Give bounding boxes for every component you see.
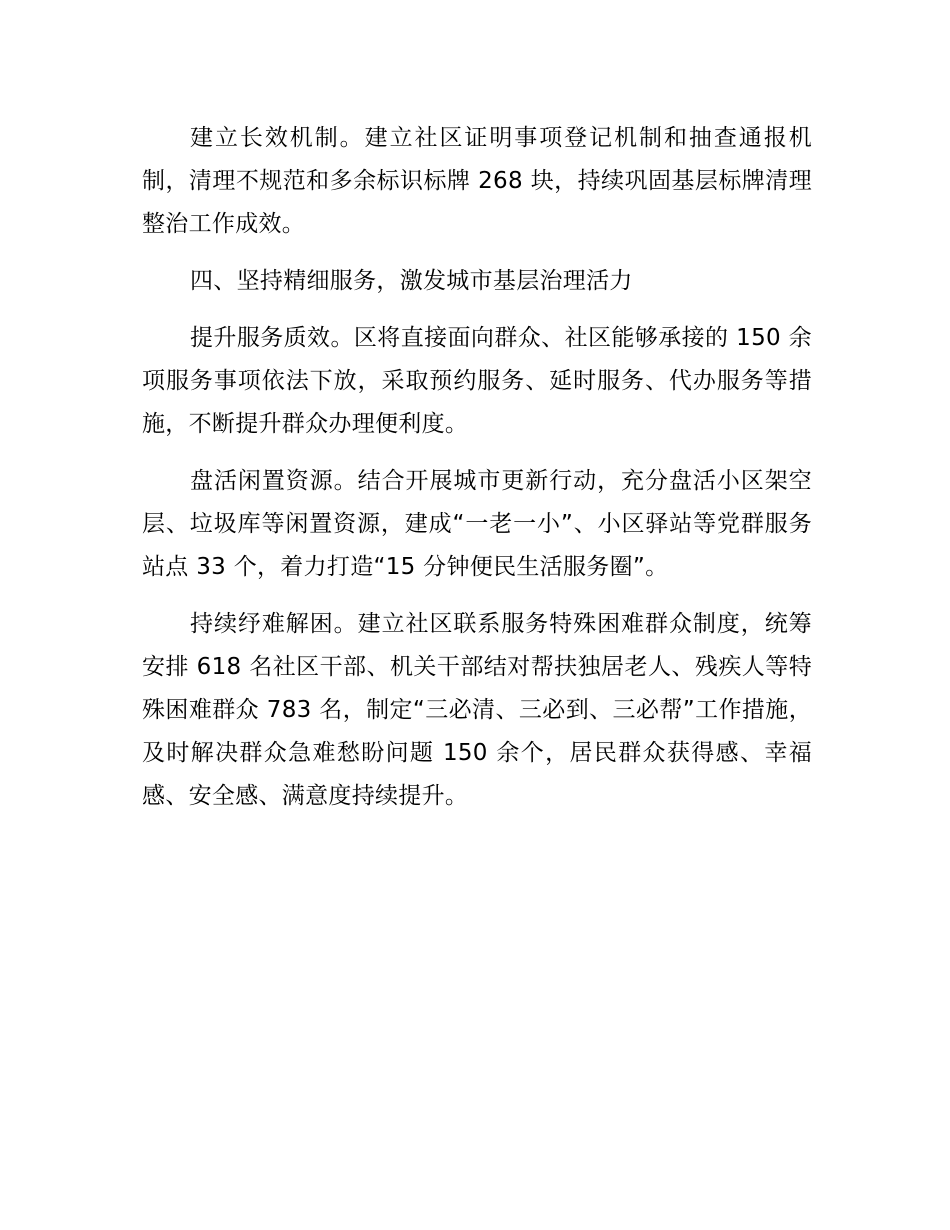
paragraph-long-term-mechanism: 建立长效机制。建立社区证明事项登记机制和抽查通报机制，清理不规范和多余标识标牌 268 块，持续巩固基层标牌清理整治工作成效。 bbox=[142, 125, 812, 237]
document-body bbox=[142, 117, 812, 832]
paragraph-relief-difficulties: 持续纾难解困。建立社区联系服务特殊困难群众制度，统筹安排 618 名社区干部、机关干部结对帮扶独居老人、残疾人等特殊困难群众 783 名，制定“三必清、三必到、三必帮”工作措施，及时解决群众急难愁盼问题 150 余个，居民群众获得感、幸福感、安全感、满意度持续提升。 bbox=[142, 611, 812, 809]
paragraph-service-efficiency: 提升服务质效。区将直接面向群众、社区能够承接的 150 余项服务事项依法下放，采取预约服务、延时服务、代办服务等措施，不断提升群众办理便利度。 bbox=[142, 325, 812, 437]
section-heading-refined-service: 四、坚持精细服务，激发城市基层治理活力 bbox=[190, 268, 633, 294]
paragraph-idle-resources: 盘活闲置资源。结合开展城市更新行动，充分盘活小区架空层、垃圾库等闲置资源，建成“一老一小”、小区驿站等党群服务站点 33 个，着力打造“15 分钟便民生活服务圈”。 bbox=[142, 468, 812, 580]
